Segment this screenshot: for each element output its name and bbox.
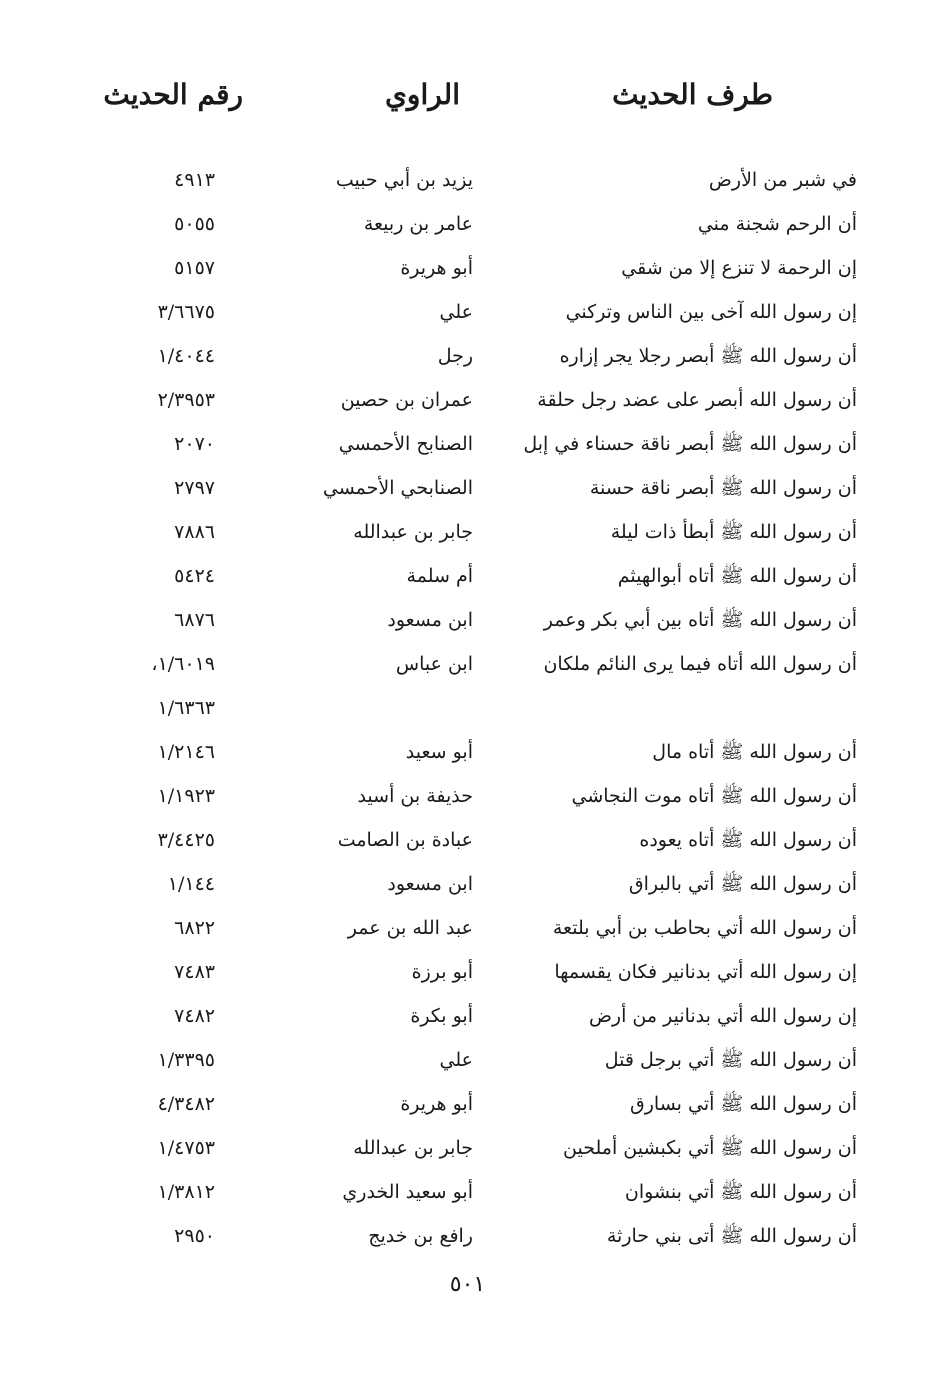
narrator: أبو سعيد الخدري bbox=[342, 1181, 473, 1203]
index-row bbox=[0, 554, 935, 598]
hadith-number: ٢٠٧٠ bbox=[174, 433, 215, 455]
narrator: يزيد بن أبي حبيب bbox=[335, 169, 473, 191]
narrator: علي bbox=[439, 301, 473, 323]
index-row bbox=[0, 906, 935, 950]
narrator: أبو سعيد bbox=[405, 741, 473, 763]
narrator: حذيفة بن أسيد bbox=[357, 785, 473, 807]
header-narrator: الراوي bbox=[385, 78, 460, 111]
index-row bbox=[0, 510, 935, 554]
index-row bbox=[0, 598, 935, 642]
index-row bbox=[0, 950, 935, 994]
index-rows bbox=[0, 158, 935, 1258]
index-row bbox=[0, 994, 935, 1038]
narrator: الصنابحي الأحمسي bbox=[322, 477, 473, 499]
narrator: ابن مسعود bbox=[387, 873, 473, 895]
hadith-number: ١/١٩٢٣ bbox=[157, 785, 215, 807]
narrator: عمران بن حصين bbox=[340, 389, 473, 411]
hadith-number: ٤/٣٤٨٢ bbox=[157, 1093, 215, 1115]
hadith-excerpt: أن رسول الله ﷺ أتي بسارق bbox=[630, 1093, 857, 1115]
narrator: عامر بن ربيعة bbox=[363, 213, 473, 235]
index-row bbox=[0, 642, 935, 730]
hadith-excerpt: أن رسول الله أتي بحاطب بن أبي بلتعة bbox=[552, 917, 857, 939]
narrator: ابن مسعود bbox=[387, 609, 473, 631]
hadith-excerpt: أن رسول الله ﷺ أبصر ناقة حسنة bbox=[589, 477, 857, 499]
index-row bbox=[0, 334, 935, 378]
table-header bbox=[0, 78, 935, 128]
narrator: أبو هريرة bbox=[400, 1093, 473, 1115]
hadith-number: ٢/٣٩٥٣ bbox=[157, 389, 215, 411]
page-number: ٥٠١ bbox=[449, 1272, 486, 1297]
index-row bbox=[0, 730, 935, 774]
hadith-number: ٢٧٩٧ bbox=[174, 477, 215, 499]
narrator: جابر بن عبدالله bbox=[353, 521, 473, 543]
hadith-number: ٦٨٢٢ bbox=[174, 917, 215, 939]
hadith-number: ١/٤٠٤٤ bbox=[157, 345, 215, 367]
index-row bbox=[0, 1170, 935, 1214]
hadith-number: ١/٣٣٩٥ bbox=[157, 1049, 215, 1071]
hadith-number: ٥١٥٧ bbox=[174, 257, 215, 279]
hadith-number: ٧٨٨٦ bbox=[174, 521, 215, 543]
hadith-excerpt: أن رسول الله أبصر على عضد رجل حلقة bbox=[537, 389, 857, 411]
hadith-number: ٦٨٧٦ bbox=[174, 609, 215, 631]
index-row bbox=[0, 378, 935, 422]
index-row bbox=[0, 862, 935, 906]
hadith-number: ١/٢١٤٦ bbox=[157, 741, 215, 763]
narrator: عبادة بن الصامت bbox=[337, 829, 473, 851]
hadith-excerpt: أن رسول الله ﷺ أتى بني حارثة bbox=[606, 1225, 857, 1247]
hadith-number: ٢٩٥٠ bbox=[174, 1225, 215, 1247]
narrator: الصنابح الأحمسي bbox=[338, 433, 473, 455]
hadith-number: ٥٤٢٤ bbox=[174, 565, 215, 587]
hadith-excerpt: أن رسول الله ﷺ أتاه موت النجاشي bbox=[571, 785, 857, 807]
index-row bbox=[0, 290, 935, 334]
hadith-excerpt: أن رسول الله ﷺ أبصر رجلا يجر إزاره bbox=[559, 345, 857, 367]
hadith-excerpt: أن رسول الله ﷺ أتاه بين أبي بكر وعمر bbox=[543, 609, 857, 631]
hadith-excerpt: إن رسول الله آخى بين الناس وتركني bbox=[565, 301, 857, 323]
hadith-excerpt: أن رسول الله ﷺ أتي بكبشين أملحين bbox=[563, 1137, 857, 1159]
hadith-excerpt: أن الرحم شجنة مني bbox=[697, 213, 857, 235]
index-row bbox=[0, 1214, 935, 1258]
index-row bbox=[0, 422, 935, 466]
narrator: أبو هريرة bbox=[400, 257, 473, 279]
header-hadith-number: رقم الحديث bbox=[103, 78, 243, 111]
narrator: أبو بكرة bbox=[410, 1005, 473, 1027]
hadith-excerpt: أن رسول الله ﷺ أبطأ ذات ليلة bbox=[610, 521, 857, 543]
hadith-number: ٥٠٥٥ bbox=[174, 213, 215, 235]
hadith-number: ١/٣٨١٢ bbox=[157, 1181, 215, 1203]
hadith-number: ٧٤٨٣ bbox=[174, 961, 215, 983]
narrator: أم سلمة bbox=[406, 565, 473, 587]
hadith-number: ١/٤٧٥٣ bbox=[157, 1137, 215, 1159]
narrator: علي bbox=[439, 1049, 473, 1071]
narrator: رجل bbox=[437, 345, 473, 367]
hadith-excerpt: أن رسول الله ﷺ أتاه أبوالهيثم bbox=[617, 565, 857, 587]
hadith-excerpt: إن رسول الله أتي بدنانير من أرض bbox=[588, 1005, 857, 1027]
hadith-excerpt: إن رسول الله أتي بدنانير فكان يقسمها bbox=[554, 961, 857, 983]
hadith-number: ١/١٤٤ bbox=[167, 873, 215, 895]
index-row bbox=[0, 1126, 935, 1170]
hadith-excerpt: أن رسول الله ﷺ أتي برجل قتل bbox=[604, 1049, 857, 1071]
hadith-number: ٤٩١٣ bbox=[174, 169, 215, 191]
hadith-excerpt: في شبر من الأرض bbox=[708, 169, 857, 191]
index-row bbox=[0, 1082, 935, 1126]
hadith-excerpt: إن الرحمة لا تنزع إلا من شقي bbox=[621, 257, 857, 279]
hadith-excerpt: أن رسول الله ﷺ أتاه يعوده bbox=[639, 829, 857, 851]
narrator: رافع بن خديج bbox=[368, 1225, 473, 1247]
index-row bbox=[0, 466, 935, 510]
index-row bbox=[0, 246, 935, 290]
narrator: عبد الله بن عمر bbox=[347, 917, 473, 939]
hadith-number-continued: ١/٦٣٦٣ bbox=[157, 697, 215, 719]
hadith-excerpt: أن رسول الله ﷺ أتاه مال bbox=[652, 741, 857, 763]
index-row bbox=[0, 818, 935, 862]
header-hadith-excerpt: طرف الحديث bbox=[612, 78, 773, 111]
narrator: جابر بن عبدالله bbox=[353, 1137, 473, 1159]
narrator: ابن عباس bbox=[395, 653, 473, 675]
hadith-number: ١/٦٠١٩، bbox=[151, 653, 215, 675]
hadith-number: ٧٤٨٢ bbox=[174, 1005, 215, 1027]
hadith-number: ٣/٤٤٢٥ bbox=[157, 829, 215, 851]
hadith-excerpt: أن رسول الله ﷺ أتي بنشوان bbox=[624, 1181, 857, 1203]
index-row bbox=[0, 774, 935, 818]
hadith-excerpt: أن رسول الله ﷺ أتي بالبراق bbox=[628, 873, 857, 895]
hadith-excerpt: أن رسول الله ﷺ أبصر ناقة حسناء في إبل bbox=[523, 433, 857, 455]
narrator: أبو برزة bbox=[411, 961, 473, 983]
hadith-number: ٣/٦٦٧٥ bbox=[157, 301, 215, 323]
hadith-excerpt: أن رسول الله أتاه فيما يرى النائم ملكان bbox=[543, 653, 857, 675]
index-row bbox=[0, 1038, 935, 1082]
index-row bbox=[0, 202, 935, 246]
index-row bbox=[0, 158, 935, 202]
